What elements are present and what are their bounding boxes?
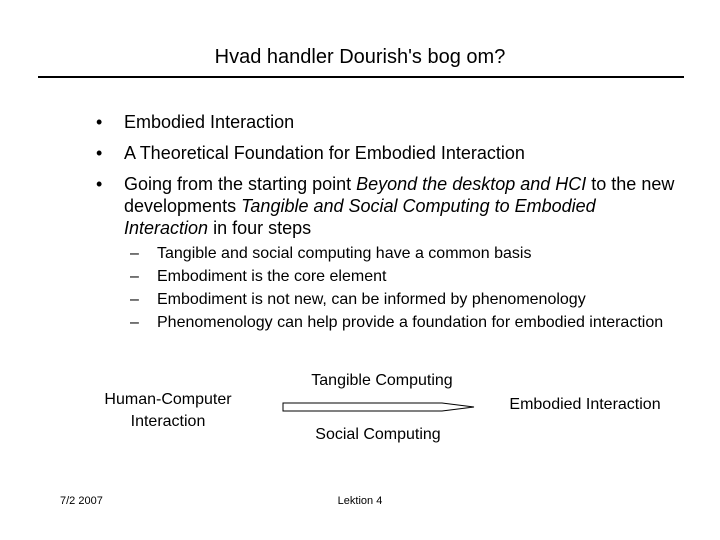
bullet-item (96, 142, 676, 164)
bullet-text: Embodied Interaction (124, 112, 295, 132)
sub-bullet-text: Phenomenology can help provide a foundation for embodied interaction (157, 314, 664, 331)
sub-bullet-dash: – (130, 245, 139, 262)
bullet-text (124, 174, 674, 238)
bullet-text-emphasis: Beyond the desktop and HCI (356, 174, 587, 194)
bullet-text-part: in four steps (208, 218, 312, 238)
sub-bullet-item (130, 244, 670, 264)
sub-bullet-dash: – (130, 314, 139, 331)
bullet-text: A Theoretical Foundation for Embodied Interaction (124, 143, 525, 163)
sub-bullet-item (130, 267, 670, 287)
footer-lecture-label: Lektion 4 (337, 495, 383, 507)
sub-bullet-text: Embodiment is the core element (157, 268, 387, 285)
title-divider (38, 76, 684, 78)
sub-bullet-dash: – (130, 291, 139, 308)
bullet-item (96, 173, 676, 239)
sub-bullet-item (130, 313, 670, 333)
sub-bullet-dash: – (130, 268, 139, 285)
bullet-text-part: to the new developments (124, 174, 675, 216)
bullet-dot: • (96, 174, 103, 194)
bullet-dot: • (96, 112, 103, 132)
bullet-list (96, 111, 676, 248)
arrow-icon (282, 397, 482, 417)
diagram-label-hci-line: Interaction (130, 413, 206, 430)
footer-date: 7/2 2007 (60, 495, 103, 507)
diagram-label-social: Social Computing (315, 426, 441, 443)
diagram-label-hci-line: Human-Computer (104, 391, 232, 408)
diagram-label-hci (88, 389, 248, 433)
bullet-item (96, 111, 676, 133)
diagram-label-embodied: Embodied Interaction (509, 396, 661, 413)
bullet-text-part: Going from the starting point (124, 174, 357, 194)
bullet-dot: • (96, 143, 103, 163)
diagram-label-tangible: Tangible Computing (311, 372, 453, 389)
sub-bullet-list (130, 244, 670, 336)
bullet-text-emphasis: Tangible and Social Computing to Embodied Interaction (124, 196, 596, 238)
slide-title: Hvad handler Dourish's bog om? (214, 46, 506, 68)
sub-bullet-text: Embodiment is not new, can be informed by phenomenology (157, 291, 586, 308)
sub-bullet-item (130, 290, 670, 310)
sub-bullet-text: Tangible and social computing have a common basis (157, 245, 532, 262)
